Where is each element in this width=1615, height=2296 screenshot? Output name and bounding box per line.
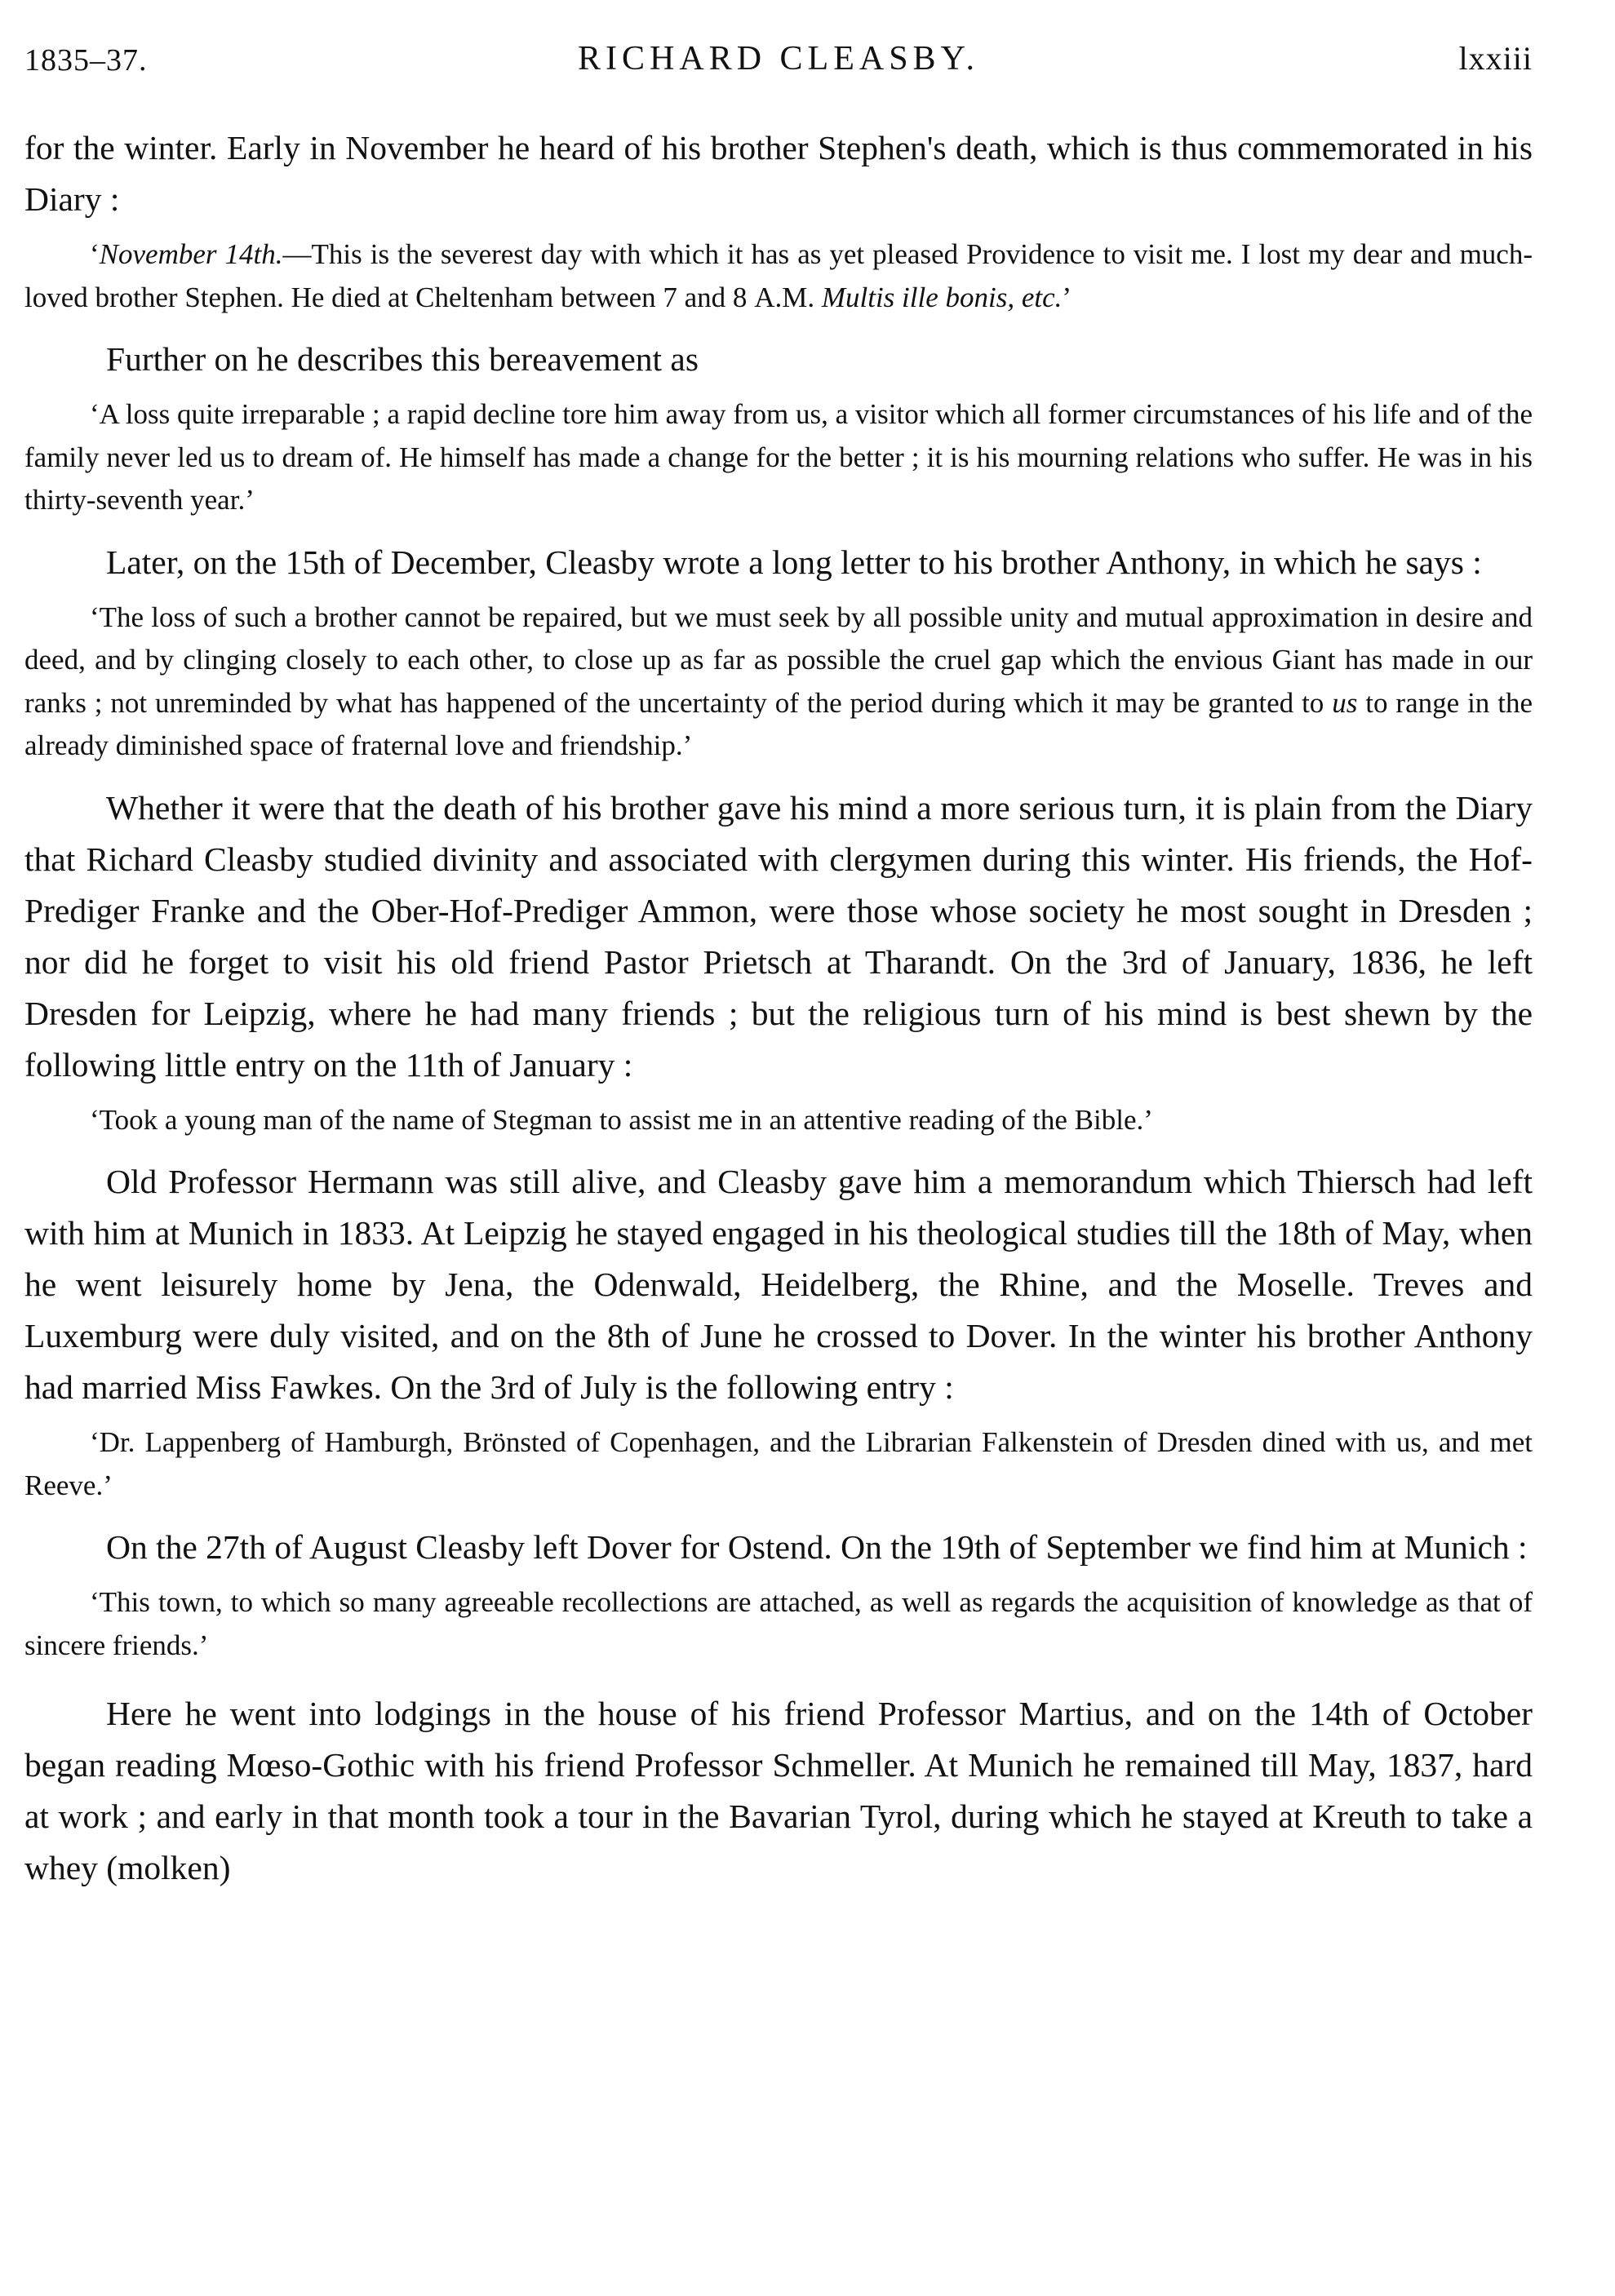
header-title: RICHARD CLEASBY. <box>578 40 979 78</box>
paragraph-2: Further on he describes this bereavement as <box>106 340 699 378</box>
quote-date: November 14th. <box>99 238 283 270</box>
quote-close: ’ <box>1062 281 1072 313</box>
quote-text: —This is the severest day with which it has as yet pleased Providence to visit me. I lost my dear and much-loved brother Stephen. He died at Cheltenham between 7 and 8 <box>24 238 1533 313</box>
quote-bereavement: ‘A loss quite irreparable ; a rapid decline tore him away from us, a visitor which all former circumstances of his life and of the family never led us to dream of. He himself has made a change for the better ; it is his mourning relations who suffer. He was in his thirty-seventh year.’ <box>24 398 1533 516</box>
paragraph-3: Later, on the 15th of December, Cleasby wrote a long letter to his brother Anthony, in which he says : <box>106 543 1482 581</box>
paragraph-6: On the 27th of August Cleasby left Dover for Ostend. On the 19th of September we find him at Munich : <box>106 1528 1528 1566</box>
quote-tail: to range in the already diminished space of fraternal love and friendship.’ <box>24 686 1533 761</box>
quote-stegman: ‘Took a young man of the name of Stegman to assist me in an attentive reading of the Bible.’ <box>90 1103 1153 1136</box>
running-header <box>24 39 1533 88</box>
header-years: 1835–37. <box>24 43 148 78</box>
quote-letter-anthony <box>24 596 1533 768</box>
quote-munich: ‘This town, to which so many agreeable recollections are attached, as well as regards the acquisition of knowledge as that of sincere friends.’ <box>24 1586 1533 1661</box>
paragraph-5: Old Professor Hermann was still alive, and Cleasby gave him a memorandum which Thiersch had left with him at Munich in 1833. At Leipzig he stayed engaged in his theological studies till the 18th of May, when he went leisurely home by Jena, the Odenwald, Heidelberg, the Rhine, and the Moselle. Treves and Luxemburg were duly visited, and on the 8th of June he crossed to Dover. In the winter his brother Anthony had married Miss Fawkes. On the 3rd of July is the following entry : <box>24 1163 1533 1406</box>
quote-emphasis: us <box>1332 686 1358 719</box>
quote-am: A.M. <box>754 281 815 313</box>
paragraph-4: Whether it were that the death of his brother gave his mind a more serious turn, it is plain from the Diary that Richard Cleasby studied divinity and associated with clergymen during this winter. His friends, the Hof-Prediger Franke and the Ober-Hof-Prediger Ammon, were those whose society he most sought in Dresden ; nor did he forget to visit his old friend Pastor Prietsch at Tharandt. On the 3rd of January, 1836, he left Dresden for Leipzig, where he had many friends ; but the religious turn of his mind is best shewn by the following little entry on the 11th of January : <box>24 788 1533 1084</box>
paragraph-1: for the winter. Early in November he heard of his brother Stephen's death, which is thus commemorated in his Diary : <box>24 129 1533 218</box>
page-number: lxxiii <box>1458 40 1533 77</box>
quote-text: ‘The loss of such a brother cannot be repaired, but we must seek by all possible unity and mutual approximation in desire and deed, and by clinging closely to each other, to close up as far as possible the cruel gap which the envious Giant has made in our ranks ; not unreminded by what has happened of the uncertainty of the period during which it may be granted to <box>24 601 1533 719</box>
quote-november-14 <box>24 233 1533 319</box>
quote-lappenberg: ‘Dr. Lappenberg of Hamburgh, Brönsted of Copenhagen, and the Librarian Falkenstein of Dresden dined with us, and met Reeve.’ <box>24 1426 1533 1501</box>
paragraph-7: Here he went into lodgings in the house of his friend Professor Martius, and on the 14th of October began reading Mœso-Gothic with his friend Professor Schmeller. At Munich he remained till May, 1837, hard at work ; and early in that month took a tour in the Bavarian Tyrol, during which he stayed at Kreuth to take a whey (molken) <box>24 1695 1533 1886</box>
page-body <box>24 122 1533 1894</box>
quote-open: ‘ <box>90 238 100 270</box>
quote-latin: Multis ille bonis, etc. <box>821 281 1063 313</box>
